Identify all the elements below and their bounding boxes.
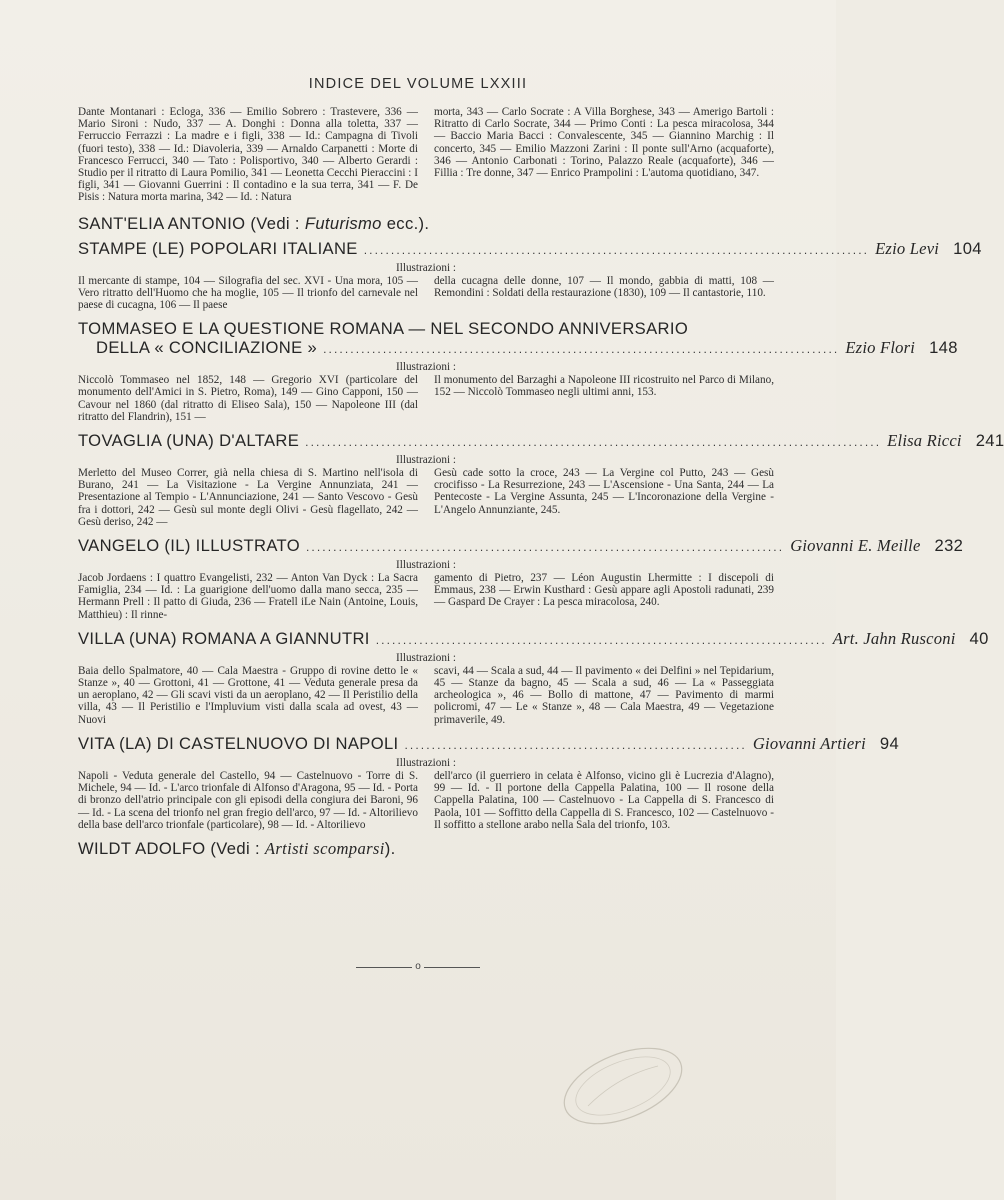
entry-author: Ezio Flori [845, 338, 916, 358]
illustrations-right: Il monumento del Barzaghi a Napoleone III ricostruito nel Parco di Milano, 152 — Niccolò Tommaseo negli ultimi anni, 153. [434, 374, 774, 399]
entry-santelia [78, 214, 774, 233]
illustrations-left: Niccolò Tommaseo nel 1852, 148 — Gregorio XVI (particolare del monumento dell'Amici in S. Pietro, Roma), 149 — Gino Capponi, 150 — Cavour nel 1860 (dal ritratto di Eliseo Sala), 150 — Napoleone III (dal ritratto del Flandrin), 151 — [78, 374, 418, 423]
illustrations-label: Illustrazioni : [396, 361, 456, 374]
illustrations-right: morta, 343 — Carlo Socrate : A Villa Borghese, 343 — Amerigo Bartoli : Ritratto di Carlo Socrate, 344 — Primo Conti : La pesca miracolosa, 344 — Baccio Maria Bacci : Convalescente, 345 — Giannino Marchig : Il concerto, 345 — Emilio Mazzoni Zarini : Il ponte sull'Arno (acquaforte), 346 — Antonio Carbonati : Torino, Palazzo Reale (acquaforte), 346 — Fillia : Tre donne, 347 — Enrico Prampolini : L'automa quotidiano, 347. [434, 106, 774, 180]
library-stamp-icon [548, 1036, 698, 1126]
entry-suffix: ). [384, 838, 396, 858]
illustrations-label: Illustrazioni : [396, 559, 456, 572]
entry-stampe [78, 238, 982, 312]
entry-page: 148 [929, 338, 958, 358]
entry-tommaseo [78, 319, 958, 423]
entry-page: 104 [953, 238, 982, 258]
divider-mark: o [415, 961, 421, 972]
illustrations-label: Illustrazioni : [396, 454, 456, 467]
leader-dots: ................................................................................... [375, 632, 827, 647]
entry-author: Art. Jahn Rusconi [832, 628, 956, 648]
illustrations-left: Dante Montanari : Ecloga, 336 — Emilio Sobrero : Trastevere, 336 — Mario Sironi : Nudo, 337 — A. Donghi : Donna alla toletta, 337 — Ferruccio Ferrazzi : La madre e i figli, 338 — Id.: Campagna di Tivoli (fuori testo), 338 — Id.: Diavoleria, 339 — Arnaldo Carpanetti : Morte di Francesco Ferrucci, 340 — Tato : Polisportivo, 340 — Alberto Gerardi : Studio per il ritratto di Laura Pomilio, 341 — Leonetta Cecchi Pieraccini : I figli, 341 — Giovanni Guerrini : Il contadino e la sua terra, 341 — F. De Pisis : Natura morta marina, 342 — Id. : Natura [78, 106, 418, 204]
entry-title: STAMPE (LE) POPOLARI ITALIANE [78, 238, 358, 258]
entry-title: VILLA (UNA) ROMANA A GIANNUTRI [78, 628, 370, 648]
entry-page: 241 [975, 431, 1004, 451]
entry-wildt [78, 839, 774, 858]
illustrations-right: dell'arco (il guerriero in celata è Alfonso, vicino gli è Lucrezia d'Alagno), 99 — Id. - Il portone della Cappella Palatina, 100 — Il rosone della Cappella Palatina, 100 — Castelnuovo - La Cappella di S. Francesco di Paola, 101 — Soffitto della Cappella di S. Francesco, 102 — Castelnuovo - Il soffitto a stellone arabo nella Sala del trionfo, 103. [434, 769, 774, 831]
illustrations-label: Illustrazioni : [396, 261, 456, 274]
illustrations-label: Illustrazioni : [396, 756, 456, 769]
intro-illustrations [78, 106, 774, 204]
entry-title-line1: TOMMASEO E LA QUESTIONE ROMANA — NEL SECONDO ANNIVERSARIO [78, 319, 689, 339]
cross-reference: Futurismo [304, 213, 382, 233]
entry-tovaglia [78, 431, 1004, 528]
entry-page: 232 [934, 536, 964, 556]
illustrations-left: Napoli - Veduta generale del Castello, 94 — Castelnuovo - Torre di S. Michele, 94 — Id. - L'arco trionfale di Alfonso d'Aragona, 95 — Id. - Porta di bronzo dell'atrio principale con gli episodi della congiura dei Baroni, 96 — Id. - La scena del trionfo nel gran fregio dell'arco, 97 — Id. - Altorilievo della base dell'arco trionfale (particolare), 98 — Id. - Altorilievo [78, 769, 418, 831]
illustrations-right: gamento di Pietro, 237 — Léon Augustin Lhermitte : I discepoli di Emmaus, 238 — Erwin Kusthard : Gesù appare agli Apostoli radunati, 239 — Gaspard De Crayer : La pesca miracolosa, 240. [434, 572, 774, 609]
entry-title: SANT'ELIA ANTONIO (Vedi : [78, 213, 305, 233]
cross-reference: Artisti scomparsi [264, 838, 385, 858]
entry-title: DELLA « CONCILIAZIONE » [96, 338, 318, 358]
entry-page: 40 [969, 628, 989, 648]
divider-line [356, 967, 412, 968]
illustrations-left: Baia dello Spalmatore, 40 — Cala Maestra - Gruppo di rovine detto le « Stanze », 40 — Grottoni, 41 — Grottone, 41 — Veduta generale presa da un aeroplano, 42 — Gli scavi visti da un aeroplano, 42 — Il Peristilio della villa, 43 — Il Peristilio e l'Impluvium visti dalla scala ad ovest, 43 — Nuovi [78, 664, 418, 726]
illustrations-left: Il mercante di stampe, 104 — Silografia del sec. XVI - Una mora, 105 — Vero ritratto dell'Huomo che ha moglie, 105 — Il trionfo del carnevale nel paese di cucagna, 106 — Il paese [78, 274, 418, 312]
entry-title: WILDT ADOLFO (Vedi : [78, 838, 265, 858]
illustrations-right: Gesù cade sotto la croce, 243 — La Vergine col Putto, 243 — Gesù crocifisso - La Resurrezione, 243 — L'Ascensione - Una Santa, 244 — La Pentecoste - La Vergine Assunta, 245 — L'Incoronazione della Vergine - L'Angelo Annunziante, 245. [434, 467, 774, 516]
end-divider [356, 962, 480, 972]
illustrations-left: Merletto del Museo Correr, già nella chiesa di S. Martino nell'isola di Burano, 241 — La Visitazione - La Vergine Annunziata, 241 — Presentazione al Tempio - L'Annunciazione, 241 — Santo Vescovo - Gesù fra i dottori, 242 — Gesù sul monte degli Olivi - Gesù flagellato, 242 — Gesù deriso, 242 — [78, 467, 418, 528]
entry-title: TOVAGLIA (UNA) D'ALTARE [78, 431, 300, 451]
leader-dots: ........................................................................................ [305, 540, 785, 555]
leader-dots: ............................................................... [404, 737, 747, 752]
illustrations-left: Jacob Jordaens : I quattro Evangelisti, 232 — Anton Van Dyck : La Sacra Famiglia, 234 — Id. : La guarigione dell'uomo dalla mano secca, 235 — Hermann Prell : Il patto di Giuda, 236 — Fratell iLe Nain (Antoine, Louis, Matthieu) : Il rinne- [78, 572, 418, 621]
entry-title: VANGELO (IL) ILLUSTRATO [78, 536, 300, 556]
illustrations-label: Illustrazioni : [396, 651, 456, 664]
leader-dots: ............................................................................................. [363, 242, 870, 257]
entry-page: 94 [879, 733, 900, 753]
entry-author: Giovanni E. Meille [790, 536, 921, 556]
entry-suffix: ecc.). [381, 213, 430, 233]
leader-dots: ............................................................................................... [323, 342, 840, 357]
illustrations-right: della cucagna delle donne, 107 — Il mondo, gabbia di matti, 108 — Remondini : Soldati della restaurazione (1830), 109 — Il cantastorie, 110. [434, 274, 774, 299]
index-content [78, 106, 1004, 858]
entry-author: Giovanni Artieri [752, 733, 866, 753]
entry-vangelo [78, 536, 964, 621]
leader-dots: .......................................................................................................... [305, 435, 882, 450]
entry-author: Ezio Levi [875, 238, 940, 258]
page-title: INDICE DEL VOLUME LXXIII [308, 76, 528, 92]
entry-vita [78, 733, 900, 831]
divider-line [424, 967, 480, 968]
illustrations-right: scavi, 44 — Scala a sud, 44 — Il pavimento « dei Delfini » nel Tepidarium, 45 — Stanze da bagno, 45 — Scala a sud, 46 — La « Passeggiata archeologica », 46 — Bollo di mattone, 47 — Pavimento di marmi policromi, 47 — Le « Stanze », 48 — Cala Maestra, 49 — Vegetazione primaverile, 49. [434, 664, 774, 726]
entry-villa [78, 628, 989, 726]
entry-author: Elisa Ricci [887, 431, 962, 451]
entry-title: VITA (LA) DI CASTELNUOVO DI NAPOLI [78, 733, 399, 753]
